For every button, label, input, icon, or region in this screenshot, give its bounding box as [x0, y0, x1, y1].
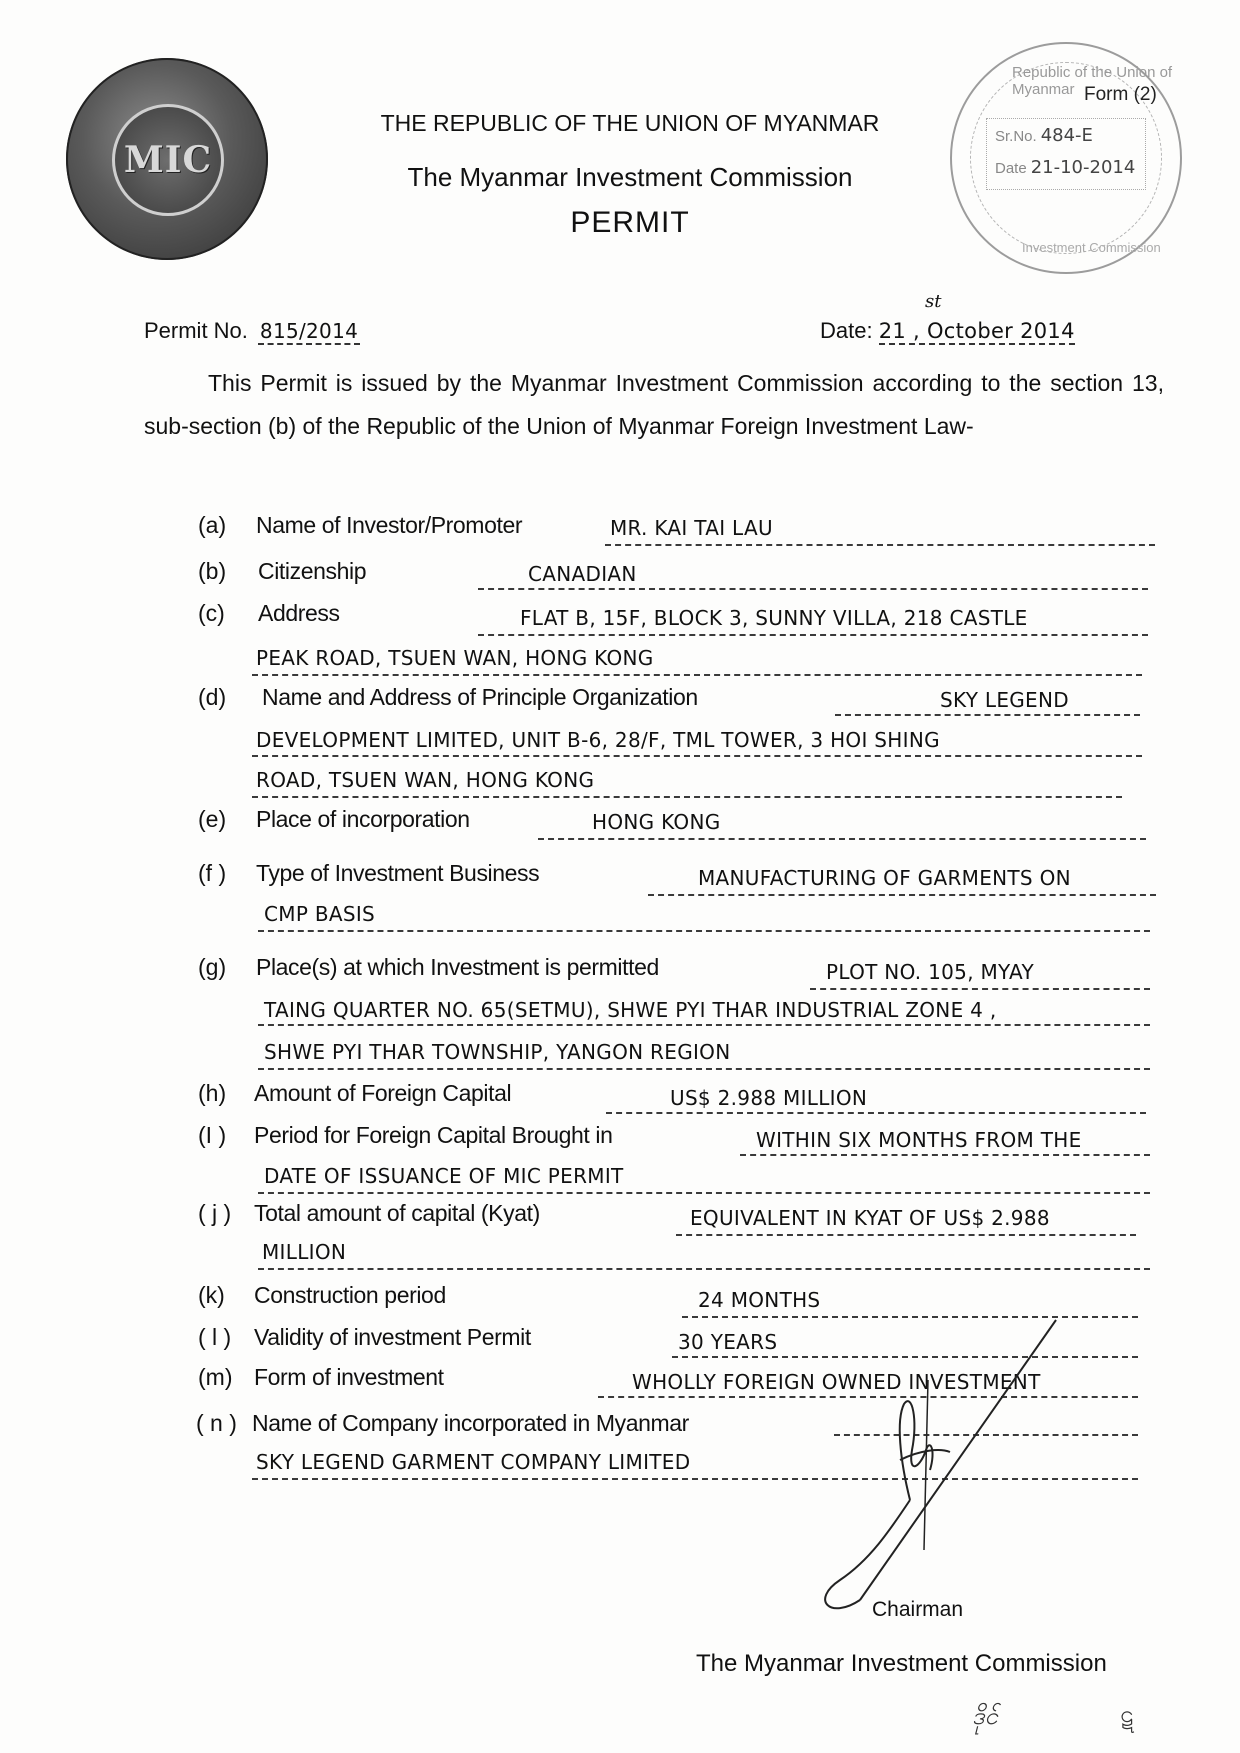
header-permit: PERMIT	[570, 206, 690, 239]
field-l-label: Validity of investment Permit	[254, 1324, 531, 1350]
handwritten-note-1: ဒိုင်	[972, 1702, 998, 1730]
field-l-letter: ( l )	[198, 1324, 232, 1350]
stamp-ring-bottom: Investment Commission	[1022, 240, 1161, 255]
field-b-label: Citizenship	[258, 558, 367, 584]
field-d-underline-2	[252, 755, 1142, 757]
stamp-ring-text: Republic of the Union of Myanmar	[1012, 64, 1173, 98]
field-a-label: Name of Investor/Promoter	[256, 512, 523, 538]
field-g-label: Place(s) at which Investment is permitted	[256, 954, 659, 980]
field-e-underline	[538, 838, 1146, 840]
handwritten-note-2: ဋ	[1120, 1700, 1134, 1728]
field-g-value-line3: SHWE PYI THAR TOWNSHIP, YANGON REGION	[264, 1040, 731, 1064]
field-c-label: Address	[258, 600, 340, 626]
field-h-value: US$ 2.988 MILLION	[670, 1086, 868, 1110]
field-a-value: MR. KAI TAI LAU	[610, 516, 773, 540]
field-j-value-line1: EQUIVALENT IN KYAT OF US$ 2.988	[690, 1206, 1050, 1230]
field-j-letter: ( j )	[198, 1200, 232, 1226]
stamp-date-row	[995, 157, 1135, 178]
header-republic: THE REPUBLIC OF THE UNION OF MYANMAR	[380, 110, 880, 136]
field-c-underline-2	[252, 674, 1142, 676]
field-c-underline-1	[478, 634, 1148, 636]
field-b-value: CANADIAN	[528, 562, 637, 586]
stamp-serial-value: 484-E	[1040, 125, 1093, 146]
field-i-value-line1: WITHIN SIX MONTHS FROM THE	[756, 1128, 1082, 1152]
field-j-underline-2	[258, 1268, 1150, 1270]
field-g-value-line2: TAING QUARTER NO. 65(SETMU), SHWE PYI THAR INDUSTRIAL ZONE 4 ,	[264, 998, 997, 1022]
field-i-label: Period for Foreign Capital Brought in	[254, 1122, 613, 1148]
field-g-letter: (g)	[198, 954, 227, 980]
field-i-underline-2	[258, 1192, 1150, 1194]
stamp-date-value: 21-10-2014	[1030, 157, 1136, 178]
field-d-value-line1: SKY LEGEND	[940, 688, 1069, 712]
stamp-serial-label: Sr.No.	[995, 128, 1037, 145]
field-n-label: Name of Company incorporated in Myanmar	[252, 1410, 689, 1436]
form-label: Form (2)	[1084, 84, 1157, 105]
field-l-value: 30 YEARS	[678, 1330, 778, 1354]
field-g-underline-2	[258, 1024, 1150, 1026]
permit-date-label: Date:	[820, 318, 873, 343]
header-commission: The Myanmar Investment Commission	[407, 162, 853, 192]
field-j-label: Total amount of capital (Kyat)	[254, 1200, 540, 1226]
field-g-underline-1	[810, 988, 1150, 990]
field-m-letter: (m)	[198, 1364, 233, 1390]
field-e-letter: (e)	[198, 806, 227, 832]
registration-stamp	[950, 42, 1182, 274]
date-superscript: st	[925, 291, 942, 312]
stamp-serial-row	[995, 125, 1093, 146]
field-i-letter: (I )	[198, 1122, 227, 1148]
field-i-value-line2: DATE OF ISSUANCE OF MIC PERMIT	[264, 1164, 624, 1188]
field-k-letter: (k)	[198, 1282, 225, 1308]
field-c-value-line2: PEAK ROAD, TSUEN WAN, HONG KONG	[256, 646, 654, 670]
field-h-label: Amount of Foreign Capital	[254, 1080, 512, 1106]
field-f-value-line2: CMP BASIS	[264, 902, 376, 926]
field-n-value: SKY LEGEND GARMENT COMPANY LIMITED	[256, 1450, 691, 1474]
stamp-date-label: Date	[995, 160, 1027, 177]
field-h-letter: (h)	[198, 1080, 227, 1106]
permit-number	[144, 318, 360, 344]
field-c-value-line1: FLAT B, 15F, BLOCK 3, SUNNY VILLA, 218 CASTLE	[520, 606, 1028, 630]
field-b-underline	[478, 588, 1148, 590]
field-b-letter: (b)	[198, 558, 227, 584]
field-e-label: Place of incorporation	[256, 806, 470, 832]
field-m-label: Form of investment	[254, 1364, 444, 1390]
field-d-label: Name and Address of Principle Organization	[262, 684, 698, 710]
field-f-underline-2	[258, 930, 1150, 932]
intro-paragraph: This Permit is issued by the Myanmar Investment Commission according to the section 13, sub-section (b) of the Republic of the Union of Myanmar Foreign Investment Law-	[144, 370, 1164, 439]
field-n-letter: ( n )	[196, 1410, 237, 1436]
permit-number-label: Permit No.	[144, 318, 248, 343]
mic-seal-text: MIC	[123, 139, 213, 181]
field-f-value-line1: MANUFACTURING OF GARMENTS ON	[698, 866, 1071, 890]
stamp-box	[986, 118, 1146, 190]
field-d-value-line2: DEVELOPMENT LIMITED, UNIT B-6, 28/F, TML TOWER, 3 HOI SHING	[256, 728, 940, 752]
field-g-underline-3	[258, 1068, 1150, 1070]
field-h-underline	[606, 1112, 1146, 1114]
permit-date-value: 21 , October 2014	[878, 319, 1075, 343]
field-a-underline	[605, 544, 1155, 546]
permit-number-value: 815/2014	[259, 319, 359, 343]
field-k-value: 24 MONTHS	[698, 1288, 821, 1312]
field-d-value-line3: ROAD, TSUEN WAN, HONG KONG	[256, 768, 595, 792]
field-c-letter: (c)	[198, 600, 225, 626]
field-g-value-line1: PLOT NO. 105, MYAY	[826, 960, 1034, 984]
field-f-letter: (f )	[198, 860, 227, 886]
field-i-underline-1	[740, 1154, 1150, 1156]
field-d-underline-1	[835, 714, 1140, 716]
chairman-label: Chairman	[872, 1598, 964, 1621]
permit-date	[820, 318, 1075, 344]
field-f-label: Type of Investment Business	[256, 860, 540, 886]
field-k-label: Construction period	[254, 1282, 446, 1308]
field-f-underline-1	[648, 894, 1156, 896]
field-j-underline-1	[676, 1234, 1136, 1236]
field-m-value: WHOLLY FOREIGN OWNED INVESTMENT	[632, 1370, 1041, 1394]
chairman-signature	[800, 1300, 1080, 1630]
field-j-value-line2: MILLION	[262, 1240, 347, 1264]
field-d-underline-3	[252, 796, 1122, 798]
field-a-letter: (a)	[198, 512, 227, 538]
field-e-value: HONG KONG	[592, 810, 721, 834]
footer-organization: The Myanmar Investment Commission	[696, 1650, 1107, 1677]
field-d-letter: (d)	[198, 684, 227, 710]
